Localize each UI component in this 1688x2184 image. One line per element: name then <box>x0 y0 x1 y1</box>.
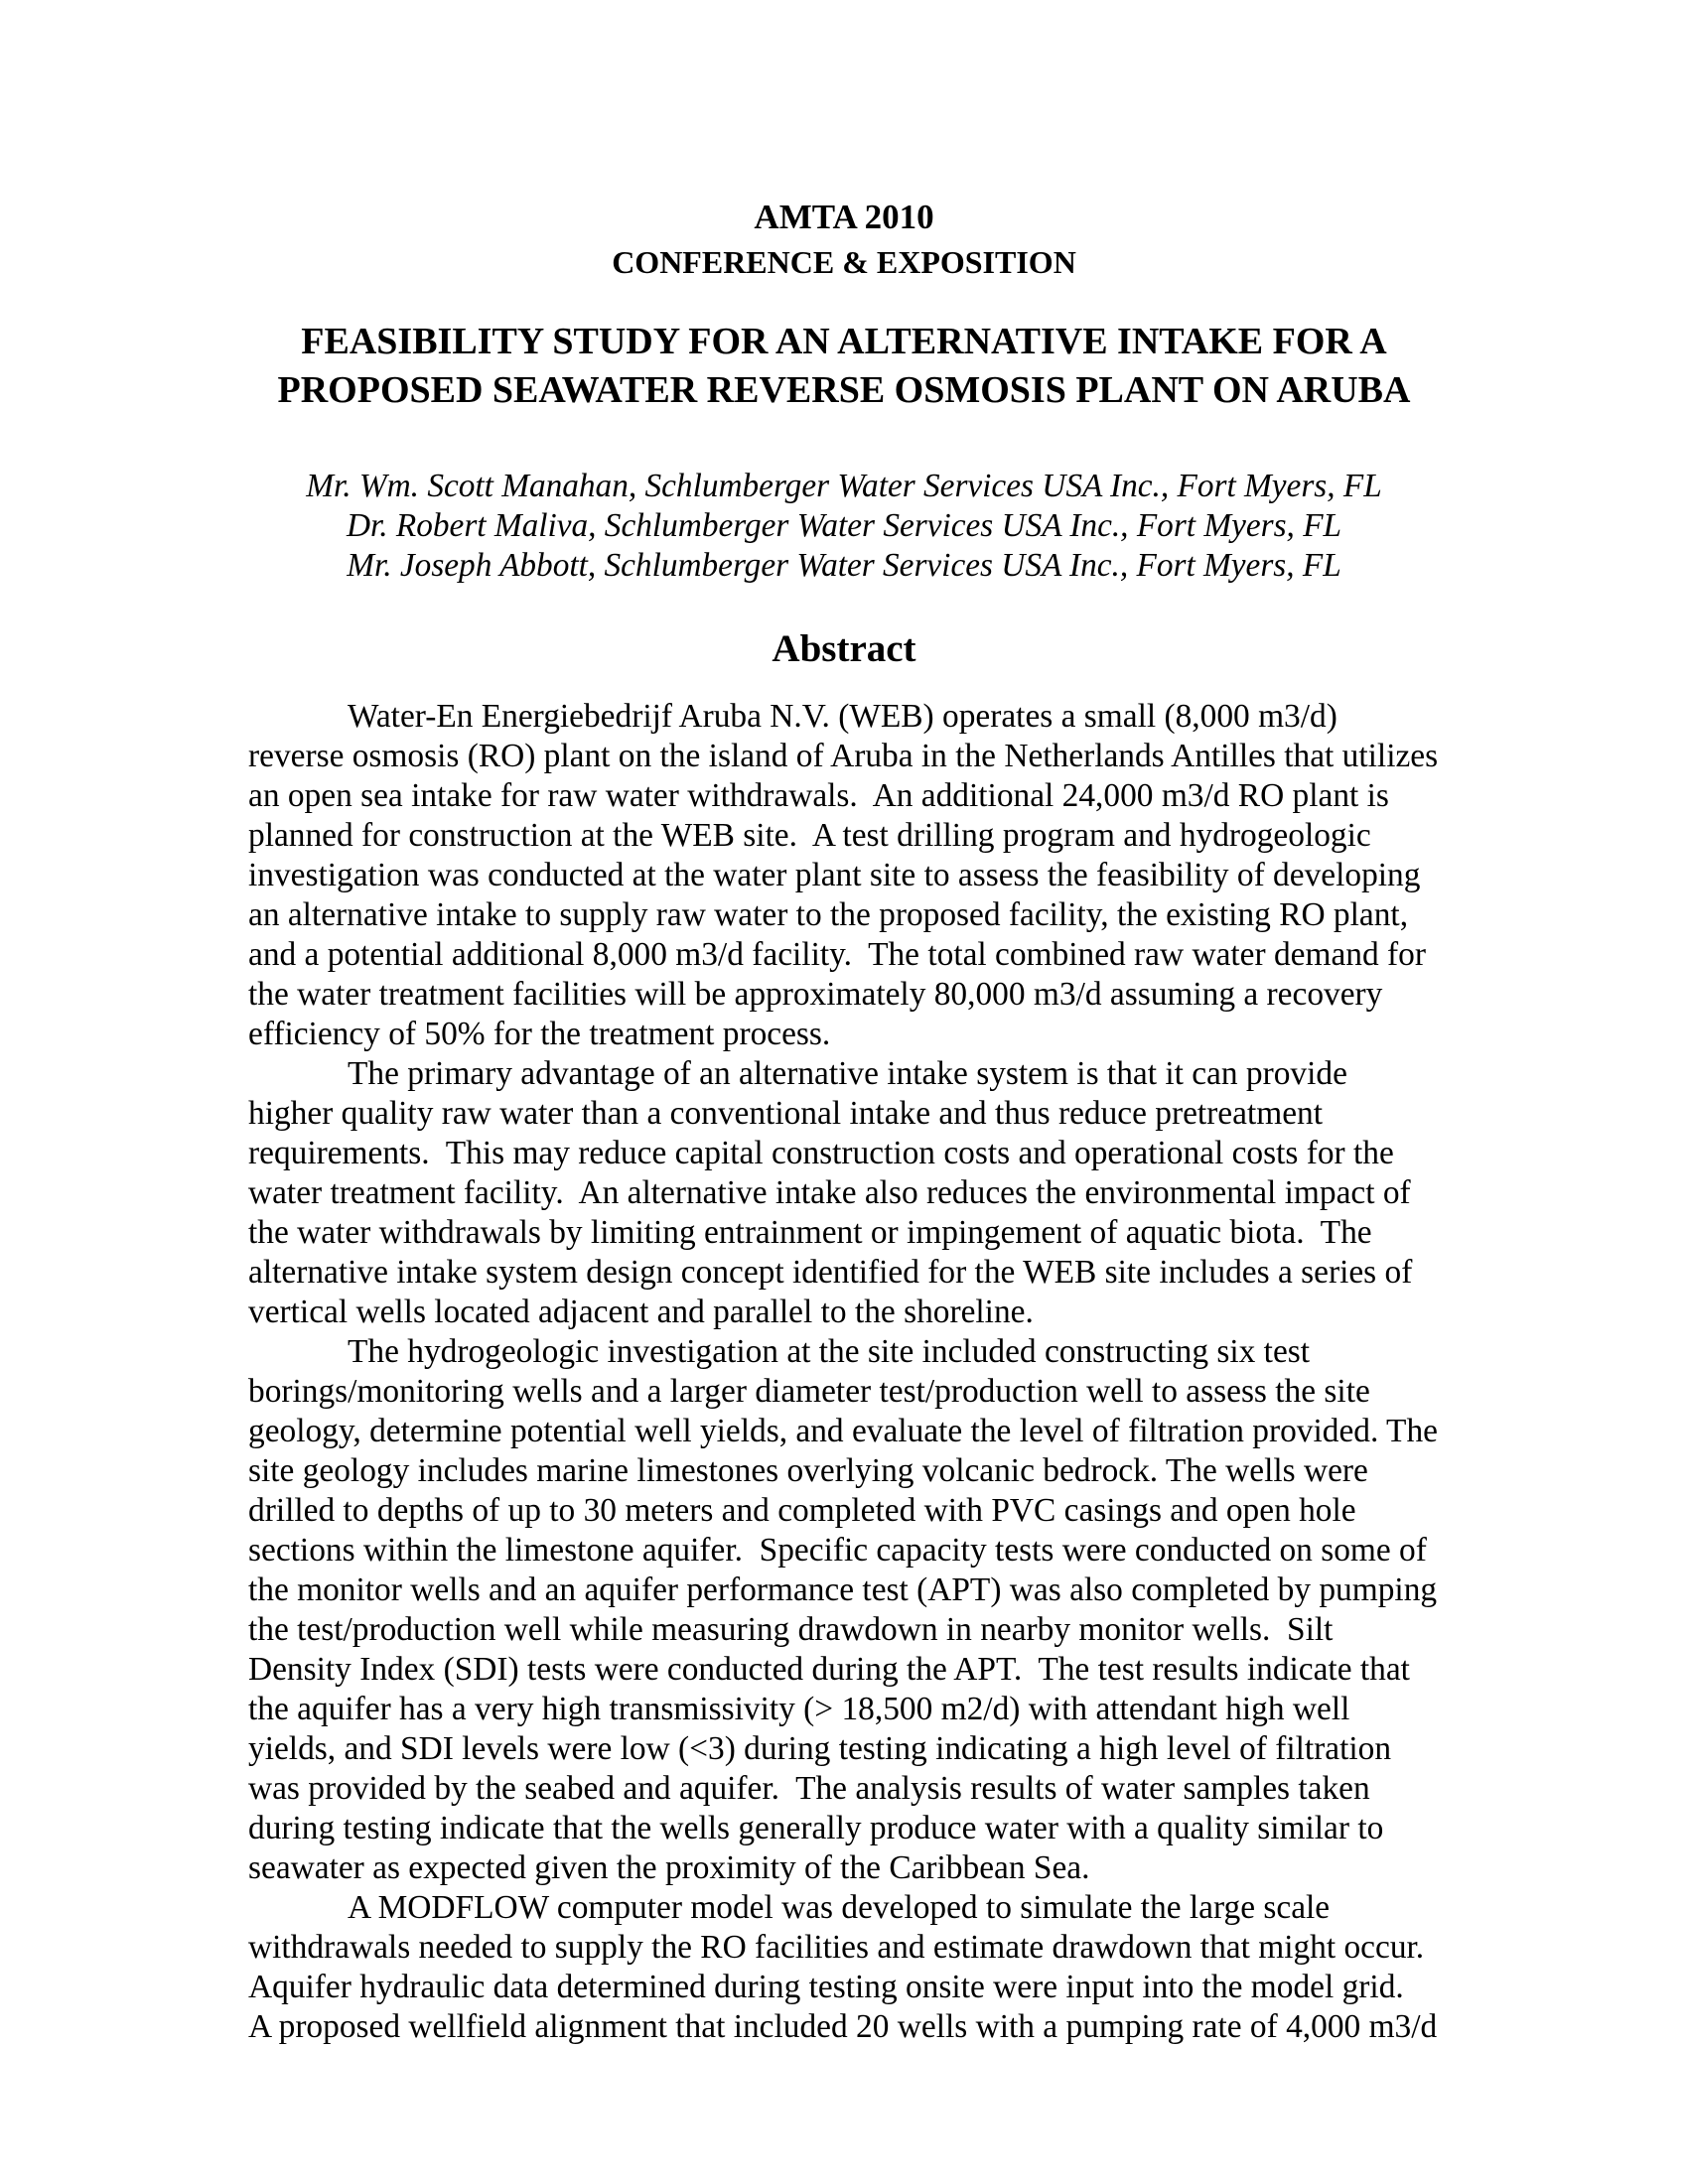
conference-subtitle: CONFERENCE & EXPOSITION <box>612 244 1076 280</box>
abstract-paragraph-4: A MODFLOW computer model was developed to simulate the large scale withdrawals needed to supply the RO facilities and estimate drawdown that might occur. Aquifer hydraulic data determined during testing onsite were input into the model grid. A proposed wellfield alignment that included 20 wells with a pumping rate of 4,000 m3/d <box>248 1889 1440 2045</box>
author-line-3: Mr. Joseph Abbott, Schlumberger Water Services USA Inc., Fort Myers, FL <box>347 547 1341 584</box>
author-line-1: Mr. Wm. Scott Manahan, Schlumberger Water Services USA Inc., Fort Myers, FL <box>306 468 1382 504</box>
abstract-paragraph-3: The hydrogeologic investigation at the site included constructing six test borings/monitoring wells and a larger diameter test/production well to assess the site geology, determine potential well yields, and evaluate the level of filtration provided. The site geology includes marine limestones overlying volcanic bedrock. The wells were drilled to depths of up to 30 meters and completed with PVC casings and open hole sections within the limestone aquifer. Specific capacity tests were conducted on some of the monitor wells and an aquifer performance test (APT) was also completed by pumping the test/production well while measuring drawdown in nearby monitor wells. Silt Density Index (SDI) tests were conducted during the APT. The test results indicate that the aquifer has a very high transmissivity (> 18,500 m2/d) with attendant high well yields, and SDI levels were low (<3) during testing indicating a high level of filtration was provided by the seabed and aquifer. The analysis results of water samples taken during testing indicate that the wells generally produce water with a quality similar to seawater as expected given the proximity of the Caribbean Sea. <box>248 1333 1447 1886</box>
abstract-paragraph-2: The primary advantage of an alternative intake system is that it can provide higher quality raw water than a conventional intake and thus reduce pretreatment requirements. This may reduce capital construction costs and operational costs for the water treatment facility. An alternative intake also reduces the environmental impact of the water withdrawals by limiting entrainment or impingement of aquatic biota. The alternative intake system design concept identified for the WEB site includes a series of vertical wells located adjacent and parallel to the shoreline. <box>248 1055 1421 1330</box>
author-line-2: Dr. Robert Maliva, Schlumberger Water Services USA Inc., Fort Myers, FL <box>346 507 1342 544</box>
conference-name: AMTA 2010 <box>754 198 934 236</box>
paper-title: FEASIBILITY STUDY FOR AN ALTERNATIVE INTAKE FOR A PROPOSED SEAWATER REVERSE OSMOSIS PLANT ON ARUBA <box>277 321 1411 411</box>
abstract-body <box>248 697 1447 2047</box>
author-list <box>248 467 1440 586</box>
abstract-paragraph-1: Water-En Energiebedrijf Aruba N.V. (WEB) operates a small (8,000 m3/d) reverse osmosis (RO) plant on the island of Aruba in the Netherlands Antilles that utilizes an open sea intake for raw water withdrawals. An additional 24,000 m3/d RO plant is planned for construction at the WEB site. A test drilling program and hydrogeologic investigation was conducted at the water plant site to assess the feasibility of developing an alternative intake to supply raw water to the proposed facility, the existing RO plant, and a potential additional 8,000 m3/d facility. The total combined raw water demand for the water treatment facilities will be approximately 80,000 m3/d assuming a recovery efficiency of 50% for the treatment process. <box>248 698 1447 1052</box>
abstract-heading: Abstract <box>772 627 916 670</box>
